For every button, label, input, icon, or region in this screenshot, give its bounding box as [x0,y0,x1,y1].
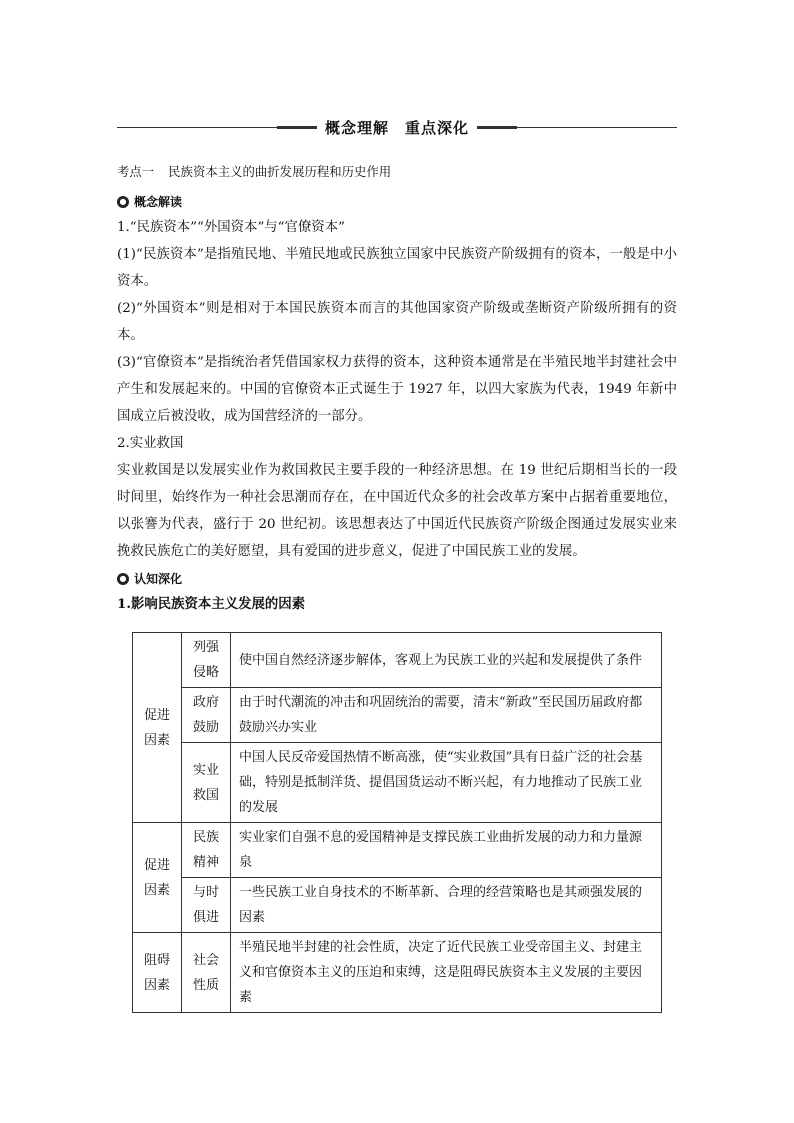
factor-desc: 使中国自然经济逐步解体，客观上为民族工业的兴起和发展提供了条件 [231,633,662,688]
factor-desc: 中国人民反帝爱国热情不断高涨，使“实业救国”具有日益广泛的社会基础，特别是抵制洋货、提倡国货运动不断兴起，有力地推动了民族工业的发展 [231,743,662,823]
table-row [133,878,662,933]
table-row [133,688,662,743]
concept-icon: ● [117,196,129,208]
section-concept-label: 概念解读 [134,194,183,209]
factor-key: 民族精神 [182,823,231,878]
factor-key: 实业救国 [182,743,231,823]
group-promote-2: 促进因素 [133,823,182,933]
exam-point-heading [117,158,677,185]
factor-key: 与时俱进 [182,878,231,933]
banner-title: 概念理解 重点深化 [325,118,470,137]
section-banner [117,113,677,141]
table-row [133,933,662,1013]
heading-factors: 1.影响民族资本主义发展的因素 [117,596,306,612]
deepen-icon: ● [117,573,129,585]
para-bureaucratic-capital: (3)“官僚资本”是指统治者凭借国家权力获得的资本，这种资本通常是在半殖民地半封建社会中产生和发展起来的。中国的官僚资本正式诞生于 1927 年，以四大家族为代表，1949 年新中国成立后被没收，成为国营经济的一部分。 [117,355,677,424]
factors-table [132,632,662,1013]
factor-desc: 实业家们自强不息的爱国精神是支撑民族工业曲折发展的动力和力量源泉 [231,823,662,878]
banner-left-rule [117,127,315,128]
group-promote-1: 促进因素 [133,633,182,823]
factor-key: 政府鼓励 [182,688,231,743]
table-row [133,743,662,823]
factor-desc: 一些民族工业自身技术的不断革新、合理的经营策略也是其顽强发展的因素 [231,878,662,933]
banner-right-rule [479,127,677,128]
factor-key: 社会性质 [182,933,231,1013]
para-national-capital: (1)“民族资本”是指殖民地、半殖民地或民族独立国家中民族资产阶级拥有的资本，一般是中小资本。 [117,247,677,289]
table-row [133,823,662,878]
exam-point-text: 民族资本主义的曲折发展历程和历史作用 [168,164,392,179]
factor-desc: 由于时代潮流的冲击和巩固统治的需要，清末“新政”至民国历届政府都鼓励兴办实业 [231,688,662,743]
factor-key: 列强侵略 [182,633,231,688]
section-deepen [117,567,677,591]
para-industry-save-nation: 实业救国是以发展实业作为救国救民主要手段的一种经济思想。在 19 世纪后期相当长的一段时间里，始终作为一种社会思潮而存在，在中国近代众多的社会改革方案中占据着重要地位，以张謇为代表，盛行于 20 世纪初。该思想表达了中国近代民族资产阶级企图通过发展实业来挽救民族危亡的美好愿望，具有爱国的进步意义，促进了中国民族工业的发展。 [117,463,677,559]
group-hinder: 阻碍因素 [133,933,182,1013]
main-content [117,158,677,618]
heading-capital-types: 1.“民族资本”“外国资本”与“官僚资本” [117,220,345,235]
exam-point-label: 考点一 [117,164,155,179]
para-foreign-capital: (2)“外国资本”则是相对于本国民族资本而言的其他国家资产阶级或垄断资产阶级所拥有的资本。 [117,301,677,343]
heading-industry-save-nation: 2.实业救国 [117,436,184,451]
table-row [133,633,662,688]
factor-desc: 半殖民地半封建的社会性质，决定了近代民族工业受帝国主义、封建主义和官僚资本主义的压迫和束缚，这是阻碍民族资本主义发展的主要因素 [231,933,662,1013]
section-concept [117,190,677,214]
section-deepen-label: 认知深化 [134,571,183,586]
